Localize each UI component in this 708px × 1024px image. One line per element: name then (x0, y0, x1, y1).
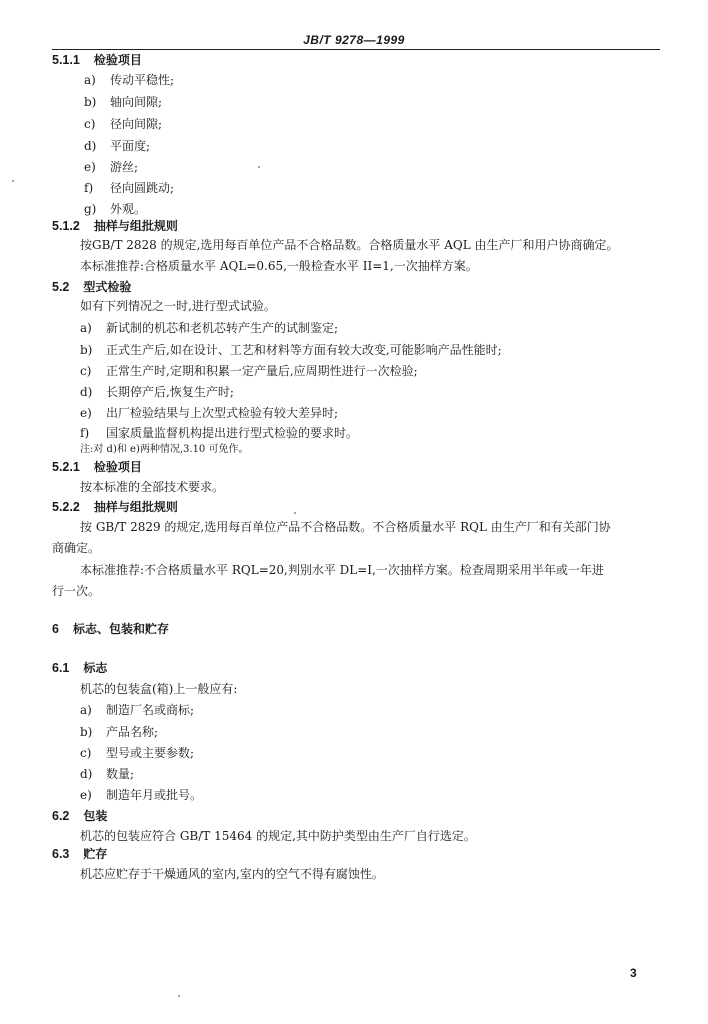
paragraph: 本标准推荐:不合格质量水平 RQL=20,判别水平 DL=I,一次抽样方案。检查周期采用半年或一年进 (80, 563, 604, 577)
list-item: a) 传动平稳性; (84, 73, 175, 87)
list-item: d) 平面度; (84, 139, 151, 153)
list-item: e) 游丝; (84, 160, 139, 174)
scan-speck (258, 166, 260, 168)
section-5-1-2-heading: 5.1.2 抽样与组批规则 (52, 219, 178, 233)
list-item: d) 数量; (80, 767, 135, 781)
standard-code: JB/T 9278—1999 (303, 33, 405, 47)
paragraph: 机芯的包装盒(箱)上一般应有: (80, 682, 238, 696)
list-item: c) 型号或主要参数; (80, 746, 195, 760)
paragraph: 如有下列情况之一时,进行型式试验。 (80, 299, 276, 313)
list-item: g) 外观。 (84, 202, 147, 216)
section-5-2-heading: 5.2 型式检验 (52, 280, 132, 294)
scan-speck (294, 512, 296, 514)
section-5-1-1-heading: 5.1.1 检验项目 (52, 53, 142, 67)
list-item: e) 出厂检验结果与上次型式检验有较大差异时; (80, 406, 339, 420)
list-item: b) 正式生产后,如在设计、工艺和材料等方面有较大改变,可能影响产品性能时; (80, 343, 502, 357)
section-5-2-2-heading: 5.2.2 抽样与组批规则 (52, 500, 178, 514)
page-number: 3 (630, 966, 637, 980)
list-item: b) 产品名称; (80, 725, 159, 739)
list-item: f) 径向圆跳动; (84, 181, 175, 195)
list-item: f) 国家质量监督机构提出进行型式检验的要求时。 (80, 426, 359, 440)
section-6-2-heading: 6.2 包装 (52, 809, 108, 823)
note: 注:对 d)和 e)两种情况,3.10 可免作。 (80, 444, 249, 455)
list-item: b) 轴向间隙; (84, 95, 163, 109)
paragraph: 本标准推荐:合格质量水平 AQL=0.65,一般检查水平 II=1,一次抽样方案。 (80, 259, 478, 273)
chapter-6-heading: 6 标志、包装和贮存 (52, 622, 169, 636)
section-6-1-heading: 6.1 标志 (52, 661, 108, 675)
paragraph-continuation: 商确定。 (52, 541, 101, 555)
list-item: c) 径向间隙; (84, 117, 163, 131)
list-item: e) 制造年月或批号。 (80, 788, 203, 802)
scan-speck (12, 180, 14, 182)
list-item: a) 制造厂名或商标; (80, 703, 195, 717)
section-5-2-1-heading: 5.2.1 检验项目 (52, 460, 142, 474)
scan-speck (178, 995, 180, 997)
paragraph: 按GB/T 2828 的规定,选用每百单位产品不合格品数。合格质量水平 AQL 由生产厂和用户协商确定。 (80, 238, 619, 252)
paragraph: 机芯的包装应符合 GB/T 15464 的规定,其中防护类型由生产厂自行选定。 (80, 829, 476, 843)
list-item: a) 新试制的机芯和老机芯转产生产的试制鉴定; (80, 321, 339, 335)
list-item: d) 长期停产后,恢复生产时; (80, 385, 234, 399)
list-item: c) 正常生产时,定期和积累一定产量后,应周期性进行一次检验; (80, 364, 418, 378)
section-6-3-heading: 6.3 贮存 (52, 847, 108, 861)
paragraph-continuation: 行一次。 (52, 584, 101, 598)
paragraph: 机芯应贮存于干燥通风的室内,室内的空气不得有腐蚀性。 (80, 867, 384, 881)
paragraph: 按本标准的全部技术要求。 (80, 480, 225, 494)
header-rule (52, 49, 660, 50)
paragraph: 按 GB/T 2829 的规定,选用每百单位产品不合格品数。不合格质量水平 RQL 由生产厂和有关部门协 (80, 520, 611, 534)
